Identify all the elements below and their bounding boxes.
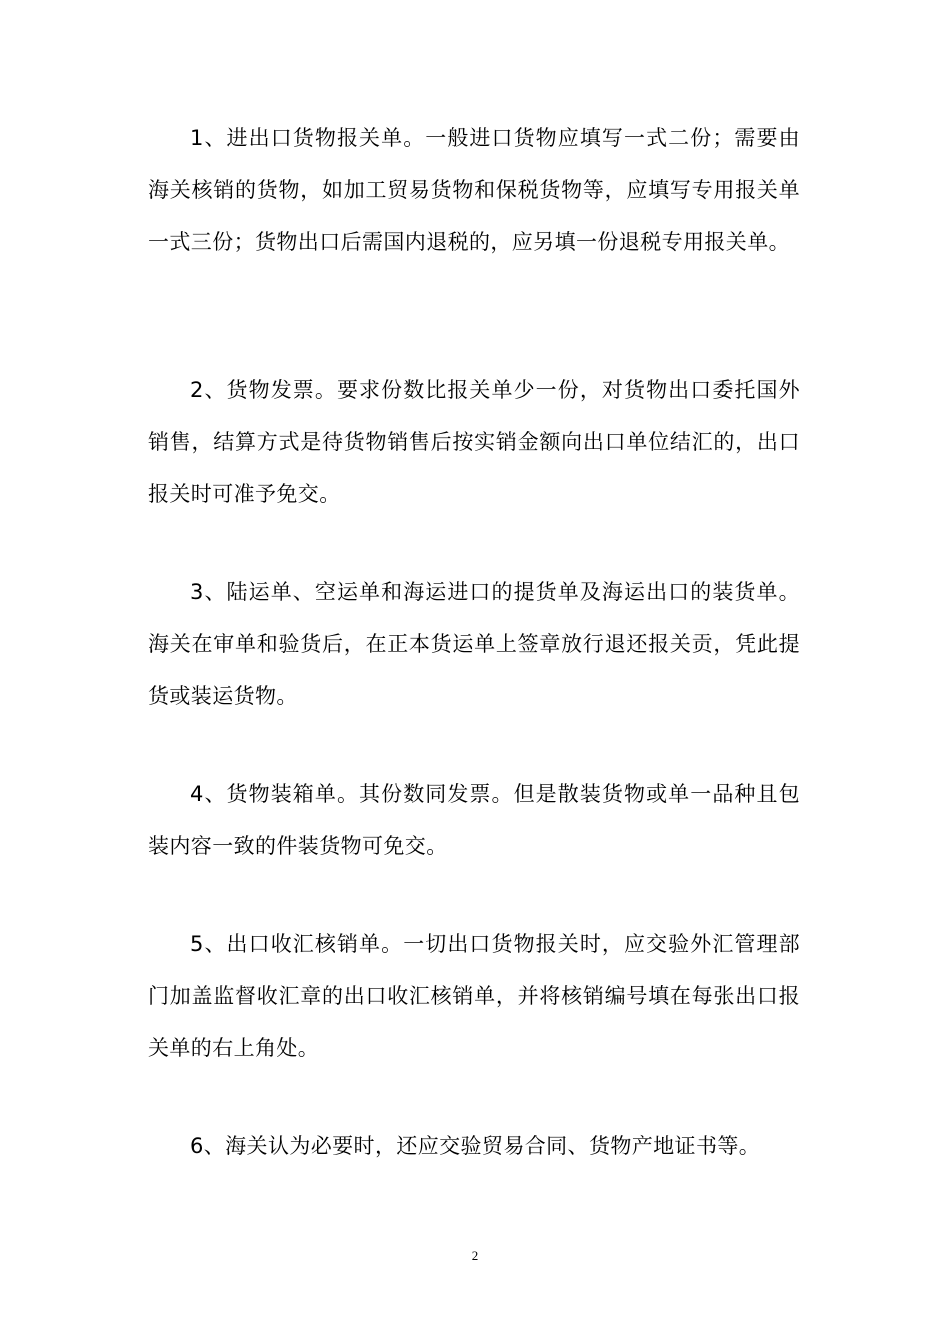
paragraph-item-4: 4、货物装箱单。其份数同发票。但是散装货物或单一品种且包装内容一致的件装货物可免交。 [148, 782, 800, 858]
paragraph-item-1: 1、进出口货物报关单。一般进口货物应填写一式二份；需要由海关核销的货物，如加工贸易货物和保税货物等，应填写专用报关单一式三份；货物出口后需国内退税的，应另填一份退税专用报关单。 [148, 126, 800, 254]
paragraph-item-5: 5、出口收汇核销单。一切出口货物报关时，应交验外汇管理部门加盖监督收汇章的出口收汇核销单，并将核销编号填在每张出口报关单的右上角处。 [148, 932, 800, 1060]
page-number: 2 [471, 1248, 479, 1263]
paragraph-item-6: 6、海关认为必要时，还应交验贸易合同、货物产地证书等。 [190, 1134, 761, 1158]
paragraph-item-3: 3、陆运单、空运单和海运进口的提货单及海运出口的装货单。海关在审单和验货后，在正本货运单上签章放行退还报关贡，凭此提货或装运货物。 [148, 580, 800, 708]
paragraph-item-2: 2、货物发票。要求份数比报关单少一份，对货物出口委托国外销售，结算方式是待货物销售后按实销金额向出口单位结汇的，出口报关时可准予免交。 [148, 378, 800, 506]
